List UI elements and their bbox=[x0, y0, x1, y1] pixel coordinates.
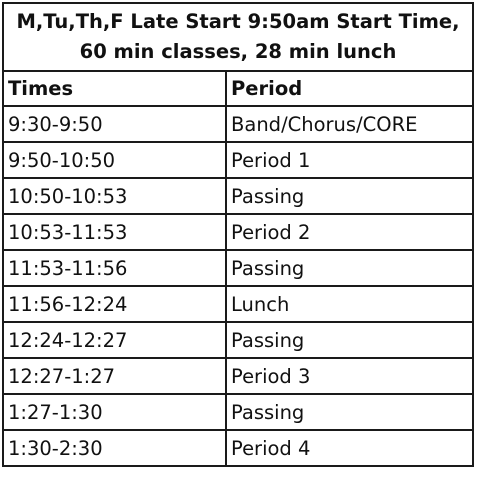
time-cell: 11:53-11:56 bbox=[4, 251, 227, 287]
schedule-table bbox=[2, 2, 474, 467]
schedule-title bbox=[4, 4, 472, 72]
period-cell: Band/Chorus/CORE bbox=[227, 107, 472, 143]
time-cell: 12:27-1:27 bbox=[4, 359, 227, 395]
time-cell: 10:50-10:53 bbox=[4, 179, 227, 215]
header-times: Times bbox=[4, 72, 227, 107]
header-period: Period bbox=[227, 72, 472, 107]
period-cell: Passing bbox=[227, 395, 472, 431]
period-cell: Passing bbox=[227, 179, 472, 215]
time-cell: 10:53-11:53 bbox=[4, 215, 227, 251]
time-cell: 11:56-12:24 bbox=[4, 287, 227, 323]
period-cell: Passing bbox=[227, 251, 472, 287]
schedule-grid bbox=[4, 72, 472, 467]
period-cell: Period 3 bbox=[227, 359, 472, 395]
time-cell: 1:27-1:30 bbox=[4, 395, 227, 431]
period-cell: Period 2 bbox=[227, 215, 472, 251]
title-line-2: 60 min classes, 28 min lunch bbox=[79, 40, 397, 63]
title-line-1: M,Tu,Th,F Late Start 9:50am Start Time, bbox=[16, 10, 460, 33]
period-cell: Lunch bbox=[227, 287, 472, 323]
period-cell: Passing bbox=[227, 323, 472, 359]
period-cell: Period 1 bbox=[227, 143, 472, 179]
time-cell: 12:24-12:27 bbox=[4, 323, 227, 359]
time-cell: 9:30-9:50 bbox=[4, 107, 227, 143]
period-cell: Period 4 bbox=[227, 431, 472, 467]
time-cell: 9:50-10:50 bbox=[4, 143, 227, 179]
time-cell: 1:30-2:30 bbox=[4, 431, 227, 467]
